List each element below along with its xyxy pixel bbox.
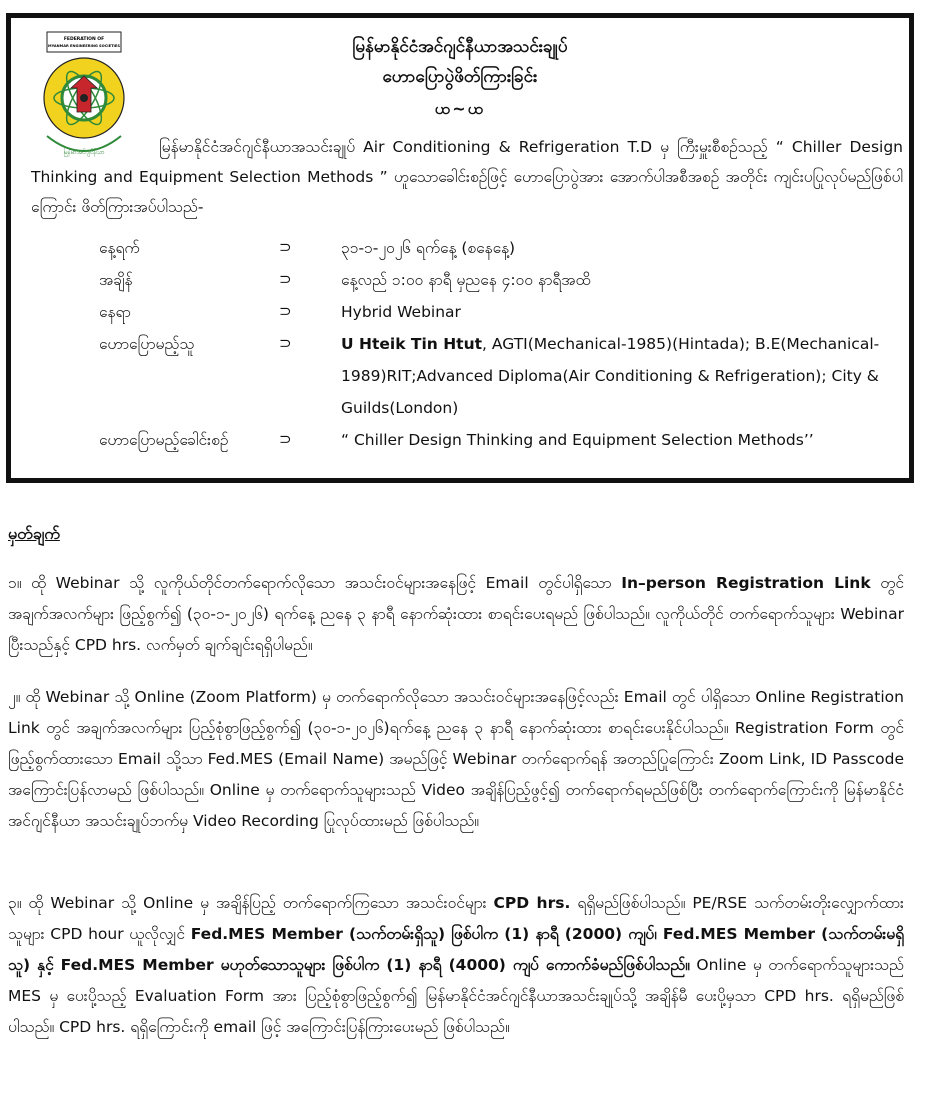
- svg-text:မြန်မာအင်ဂျင်နီယာ: မြန်မာအင်ဂျင်နီယာ: [63, 149, 105, 156]
- fee-info: Fed.MES Member (သက်တမ်းရှိသူ) ဖြစ်ပါက (1) နာရီ (2000) ကျပ်၊ Fed.MES Member (သက်တမ်းမရှိသူ) နှင့် Fed.MES Member မဟုတ်သောသူများ ဖြစ်ပါက (1) နာရီ (4000) ကျပ် ကောက်ခံမည်ဖြစ်ပါသည်။: [8, 925, 904, 974]
- date-label: နေ့ရက်: [99, 239, 140, 257]
- note-2: ၂။ ထို Webinar သို့ Online (Zoom Platform) မှ တက်ရောက်လိုသော အသင်းဝင်များအနေဖြင့်လည်း Email တွင် ပါရှိသော Online Registration Link တွင် အချက်အလက်များ ပြည့်စုံစွာဖြည့်စွက်၍ (၃၀-၁-၂၀၂၆)ရက်နေ့ ညနေ ၃ နာရီ နောက်ဆုံးထား စာရင်းပေးနိုင်ပါသည်။ Registration Form တွင် ဖြည့်စွက်ထားသော Email သို့သာ Fed.MES (Email Name) အမည်ဖြင့် Webinar တက်ရောက်ရန် အတည်ပြုကြောင်း Zoom Link, ID Passcode အကြောင်းပြန်လာမည် ဖြစ်ပါသည်။ Online မှ တက်ရောက်သူများသည် Video အချိန်ပြည့်ဖွင့်၍ တက်ရောက်ရမည်ဖြစ်ပြီး တက်ရောက်ကြောင်းကို မြန်မာနိုင်ငံအင်ဂျင်နီယာ အသင်းချုပ်ဘက်မှ Video Recording ပြုလုပ်ထားမည် ဖြစ်ပါသည်။: [8, 688, 904, 830]
- note-3-text: ၃။ ထို Webinar သို့ Online မှ အချိန်ပြည့် တက်ရောက်ကြသော အသင်းဝင်များ: [8, 894, 494, 912]
- speaker-value: [341, 328, 901, 424]
- speaker-name: U Hteik Tin Htut: [341, 335, 483, 353]
- time-label: အချိန်: [99, 271, 133, 289]
- in-person-registration-link: In–person Registration Link: [621, 574, 871, 592]
- header-subtitle: ဟောပြောပွဲဖိတ်ကြားခြင်း: [382, 67, 538, 87]
- note-1-text: ၁။ ထို Webinar သို့ လူကိုယ်တိုင်တက်ရောက်လိုသော အသင်းဝင်များအနေဖြင့် Email တွင်ပါရှိသော: [8, 574, 622, 592]
- colon-icon: ⊃: [279, 430, 292, 448]
- ornament-divider: ꩤ~ꩤ: [434, 99, 486, 118]
- invitation-box: [6, 13, 914, 483]
- note-3: [8, 888, 904, 1043]
- intro-paragraph: မြန်မာနိုင်ငံအင်ဂျင်နီယာအသင်းချုပ် Air Conditioning & Refrigeration T.D မှ ကြီးမှူးစီစဉ်သည့် “ Chiller Design Thinking and Equipment Selection Methods ” ဟူသောခေါင်းစဉ်ဖြင့် ဟောပြောပွဲအား အောက်ပါအစီအစဉ် အတိုင်း ကျင်းပပြုလုပ်မည်ဖြစ်ပါကြောင်း ဖိတ်ကြားအပ်ပါသည်-: [31, 138, 903, 216]
- place-label: နေရာ: [99, 303, 131, 321]
- svg-text:MYANMAR ENGINEERING SOCIETIES: MYANMAR ENGINEERING SOCIETIES: [48, 44, 120, 48]
- notes-title: မှတ်ချက်: [8, 524, 60, 543]
- cpd-hrs: CPD hrs.: [493, 894, 571, 912]
- colon-icon: ⊃: [279, 334, 292, 352]
- colon-icon: ⊃: [279, 238, 292, 256]
- header-title: မြန်မာနိုင်ငံအင်ဂျင်နီယာအသင်းချုပ်: [352, 37, 568, 57]
- topic-label: ဟောပြောမည့်ခေါင်းစဉ်: [99, 431, 229, 449]
- speaker-label: ဟောပြောမည့်သူ: [99, 335, 195, 353]
- note-3-text-cont: ရရှိမည်ဖြစ်ပါသည်။ PE/RSE သက်တမ်းတိုးလျှောက်ထားသူများ CPD hour ယူလိုလျှင်: [8, 894, 904, 943]
- note-1: [8, 568, 904, 661]
- colon-icon: ⊃: [279, 270, 292, 288]
- note-1-text-cont: တွင် အချက်အလက်များ ဖြည့်စွက်၍ (၃၀-၁-၂၀၂၆) ရက်နေ့ ညနေ ၃ နာရီ နောက်ဆုံးထား စာရင်းပေးရမည် ဖြစ်ပါသည်။ လူကိုယ်တိုင် တက်ရောက်သူများ Webinar ပြီးသည်နှင့် CPD hrs. လက်မှတ် ချက်ချင်းရရှိပါမည်။: [8, 574, 904, 654]
- date-value: ၃၁-၁-၂၀၂၆ ရက်နေ့ (စနေနေ့): [341, 239, 516, 257]
- place-value: Hybrid Webinar: [341, 303, 461, 321]
- note-3-text-end: Online မှ တက်ရောက်သူများသည် MES မှ ပေးပို့သည့် Evaluation Form အား ပြည့်စုံစွာဖြည့်စွက်၍ မြန်မာနိုင်ငံအင်ဂျင်နီယာအသင်းချုပ်သို့ အချိန်မီ ပေးပို့မှသာ CPD hrs. ရရှိမည်ဖြစ်ပါသည်။ CPD hrs. ရရှိကြောင်းကို email ဖြင့် အကြောင်းပြန်ကြားပေးမည် ဖြစ်ပါသည်။: [8, 956, 904, 1036]
- time-value: နေ့လည် ၁:၀၀ နာရီ မှညနေ ၄:၀၀ နာရီအထိ: [341, 271, 591, 289]
- colon-icon: ⊃: [279, 302, 292, 320]
- topic-value: “ Chiller Design Thinking and Equipment Selection Methods’’: [341, 431, 814, 449]
- svg-text:FEDERATION OF: FEDERATION OF: [63, 37, 105, 42]
- speaker-credentials: , AGTI(Mechanical-1985)(Hintada); B.E(Mechanical-1989)RIT;Advanced Diploma(Air Conditioning & Refrigeration); City & Guilds(London): [341, 335, 880, 417]
